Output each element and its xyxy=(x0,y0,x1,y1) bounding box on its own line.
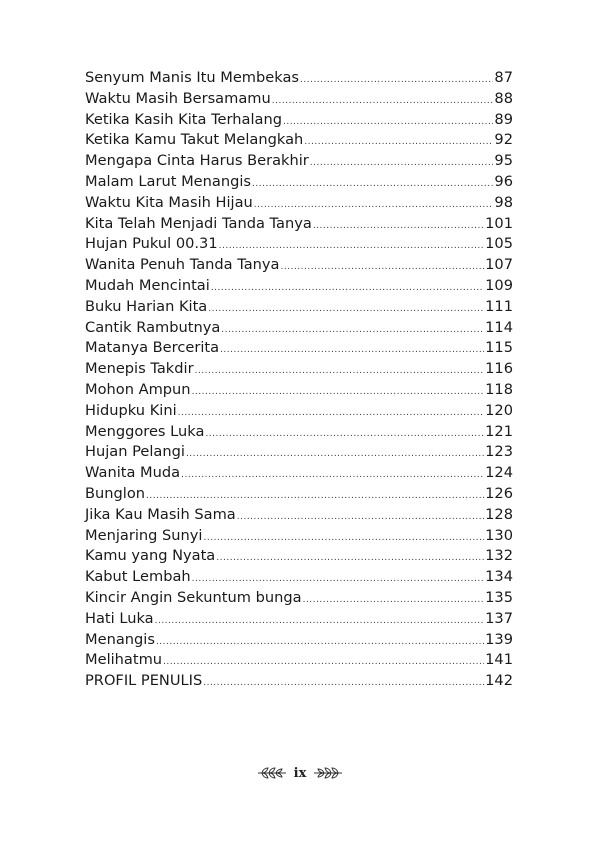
toc-entry-title: Senyum Manis Itu Membekas xyxy=(85,69,299,86)
dot-leader xyxy=(178,403,485,424)
dot-leader xyxy=(220,340,484,361)
dot-leader xyxy=(310,153,494,174)
toc-entry-page: 130 xyxy=(485,526,513,544)
toc-entry-page: 134 xyxy=(485,568,513,586)
toc-entry-page: 135 xyxy=(485,588,513,606)
toc-entry-title: Ketika Kasih Kita Terhalang xyxy=(85,110,282,128)
toc-entry xyxy=(85,193,513,214)
toc-entry-title: Buku Harian Kita xyxy=(85,297,208,315)
toc-entry-title: Kamu yang Nyata xyxy=(85,547,216,565)
toc-entry-title: PROFIL PENULIS xyxy=(85,672,203,690)
leaf-ornament-icon xyxy=(312,765,344,781)
toc-entry xyxy=(85,442,513,463)
toc-entry-page: 142 xyxy=(485,672,513,690)
toc-entry xyxy=(85,68,513,89)
toc-entry-title: Kabut Lembah xyxy=(85,568,191,586)
toc-entry xyxy=(85,484,513,505)
dot-leader xyxy=(203,673,484,694)
dot-leader xyxy=(303,590,485,611)
toc-entry xyxy=(85,110,513,131)
toc-entry-page: 115 xyxy=(485,339,513,357)
dot-leader xyxy=(146,486,484,507)
toc-entry xyxy=(85,671,513,692)
page-number: ix xyxy=(293,765,307,781)
toc-entry-page: 101 xyxy=(485,214,513,232)
dot-leader xyxy=(281,257,485,278)
toc-entry-title: Menangis xyxy=(85,630,155,648)
toc-entry-title: Menepis Takdir xyxy=(85,360,194,378)
dot-leader xyxy=(181,465,484,486)
page-footer xyxy=(0,765,600,781)
toc-entry-page: 109 xyxy=(485,276,513,294)
dot-leader xyxy=(216,548,484,569)
dot-leader xyxy=(155,611,485,632)
dot-leader xyxy=(205,424,484,445)
toc-entry xyxy=(85,359,513,380)
toc-entry-page: 128 xyxy=(485,505,513,523)
toc-entry xyxy=(85,276,513,297)
toc-entry-title: Malam Larut Menangis xyxy=(85,172,252,190)
toc-entry-page: 111 xyxy=(485,297,513,315)
toc-entry-title: Bunglon xyxy=(85,484,146,502)
toc-entry-title: Kincir Angin Sekuntum bunga xyxy=(85,588,302,606)
dot-leader xyxy=(313,216,484,237)
toc-entry-page: 98 xyxy=(494,193,513,211)
dot-leader xyxy=(219,236,485,257)
toc-entry xyxy=(85,338,513,359)
dot-leader xyxy=(195,361,485,382)
leaf-ornament-icon xyxy=(256,765,288,781)
toc-entry-page: 124 xyxy=(485,464,513,482)
toc-entry-title: Matanya Bercerita xyxy=(85,339,220,357)
toc-entry xyxy=(85,463,513,484)
toc-entry-title: Mudah Mencintai xyxy=(85,276,210,294)
toc-entry-page: 88 xyxy=(494,89,513,107)
toc-entry xyxy=(85,297,513,318)
toc-entry xyxy=(85,380,513,401)
toc-entry xyxy=(85,130,513,151)
toc-entry xyxy=(85,401,513,422)
dot-leader xyxy=(211,278,484,299)
toc-entry-page: 92 xyxy=(494,131,513,149)
toc-entry-page: 141 xyxy=(485,651,513,669)
toc-entry-page: 126 xyxy=(485,484,513,502)
toc-entry-title: Melihatmu xyxy=(85,651,163,669)
toc-entry-page: 116 xyxy=(485,360,513,378)
dot-leader xyxy=(300,70,493,91)
toc-entry-title: Ketika Kamu Takut Melangkah xyxy=(85,131,304,149)
table-of-contents xyxy=(85,68,513,692)
toc-entry-page: 137 xyxy=(485,609,513,627)
toc-entry-page: 118 xyxy=(485,380,513,398)
dot-leader xyxy=(304,132,493,153)
toc-entry xyxy=(85,526,513,547)
toc-entry-page: 121 xyxy=(485,422,513,440)
dot-leader xyxy=(192,569,484,590)
toc-entry-page: 87 xyxy=(494,69,513,86)
toc-entry xyxy=(85,567,513,588)
toc-entry xyxy=(85,214,513,235)
dot-leader xyxy=(163,652,484,673)
dot-leader xyxy=(283,112,493,133)
toc-entry-title: Hujan Pukul 00.31 xyxy=(85,235,218,253)
toc-entry-title: Hujan Pelangi xyxy=(85,443,185,461)
toc-entry xyxy=(85,609,513,630)
dot-leader xyxy=(156,632,484,653)
toc-entry xyxy=(85,234,513,255)
toc-entry xyxy=(85,422,513,443)
toc-entry xyxy=(85,505,513,526)
dot-leader xyxy=(272,91,494,112)
toc-entry-title: Menjaring Sunyi xyxy=(85,526,203,544)
dot-leader xyxy=(252,174,493,195)
toc-entry xyxy=(85,172,513,193)
toc-entry-page: 107 xyxy=(485,256,513,274)
toc-entry xyxy=(85,151,513,172)
toc-entry xyxy=(85,255,513,276)
toc-entry-title: Cantik Rambutnya xyxy=(85,318,221,336)
toc-entry xyxy=(85,318,513,339)
toc-entry-page: 114 xyxy=(485,318,513,336)
toc-entry-page: 139 xyxy=(485,630,513,648)
toc-entry-title: Mohon Ampun xyxy=(85,380,191,398)
toc-entry xyxy=(85,588,513,609)
toc-entry-page: 123 xyxy=(485,443,513,461)
toc-entry-page: 132 xyxy=(485,547,513,565)
toc-entry xyxy=(85,89,513,110)
dot-leader xyxy=(254,195,494,216)
toc-entry-page: 96 xyxy=(494,172,513,190)
dot-leader xyxy=(203,528,484,549)
dot-leader xyxy=(237,507,484,528)
toc-entry xyxy=(85,630,513,651)
toc-entry-page: 105 xyxy=(485,235,513,253)
toc-entry-title: Waktu Masih Bersamamu xyxy=(85,89,271,107)
toc-entry-page: 95 xyxy=(494,152,513,170)
dot-leader xyxy=(186,444,484,465)
toc-entry-title: Hati Luka xyxy=(85,609,154,627)
toc-entry-title: Hidupku Kini xyxy=(85,401,177,419)
toc-entry-page: 120 xyxy=(485,401,513,419)
dot-leader xyxy=(192,382,485,403)
toc-entry-title: Menggores Luka xyxy=(85,422,205,440)
toc-entry-page: 89 xyxy=(494,110,513,128)
dot-leader xyxy=(208,299,484,320)
toc-entry-title: Wanita Muda xyxy=(85,464,181,482)
toc-entry-title: Kita Telah Menjadi Tanda Tanya xyxy=(85,214,312,232)
toc-entry-title: Wanita Penuh Tanda Tanya xyxy=(85,256,280,274)
toc-entry xyxy=(85,650,513,671)
dot-leader xyxy=(221,320,484,341)
toc-entry-title: Jika Kau Masih Sama xyxy=(85,505,236,523)
toc-entry-title: Mengapa Cinta Harus Berakhir xyxy=(85,152,309,170)
toc-entry xyxy=(85,546,513,567)
toc-entry-title: Waktu Kita Masih Hijau xyxy=(85,193,253,211)
